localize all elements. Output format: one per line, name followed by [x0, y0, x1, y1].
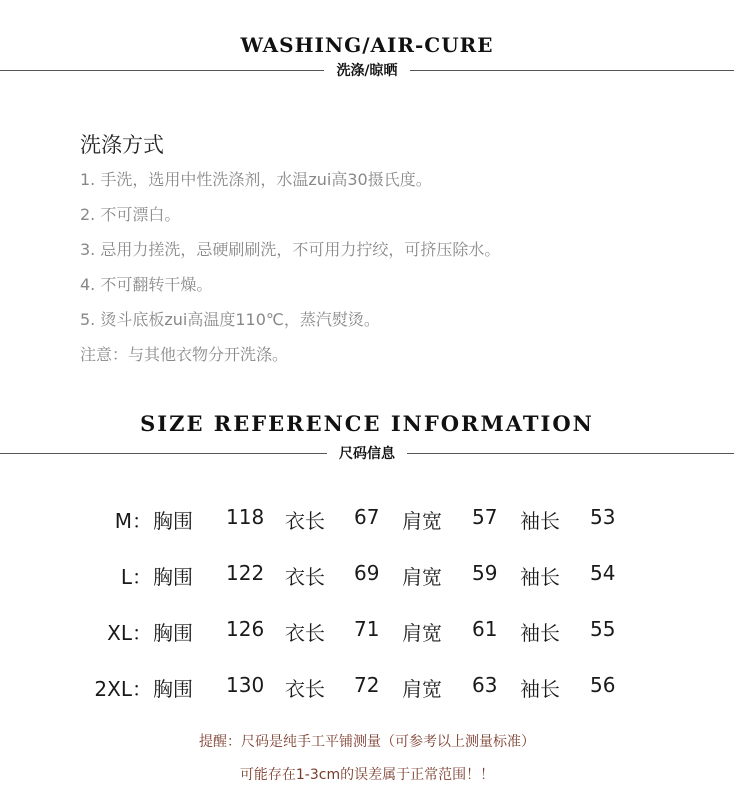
length-label: 衣长 [285, 621, 325, 645]
sleeve-label: 袖长 [520, 621, 560, 645]
sleeve-label: 袖长 [520, 509, 560, 533]
divider-line-left [0, 453, 327, 454]
chest-label: 胸围 [153, 621, 193, 645]
tolerance-note: 可能存在1-3cm的误差属于正常范围！！ [239, 767, 495, 783]
washing-heading: 洗涤方式 [80, 133, 164, 157]
washing-item: 2. 不可漂白。 [80, 205, 181, 224]
size-label: L： [120, 565, 152, 589]
sleeve-value: 53 [590, 505, 616, 529]
chest-value: 130 [226, 673, 265, 697]
shoulder-label: 肩宽 [402, 621, 442, 645]
washing-item: 1. 手洗，选用中性洗涤剂，水温zui高30摄氏度。 [80, 170, 432, 189]
size-table [0, 497, 734, 721]
shoulder-label: 肩宽 [402, 509, 442, 533]
divider-line-right [407, 453, 734, 454]
sleeve-value: 55 [590, 617, 616, 641]
size-row-l [0, 553, 734, 609]
sleeve-value: 56 [590, 673, 616, 697]
size-title: SIZE REFERENCE INFORMATION [140, 411, 594, 436]
measurement-note: 提醒：尺码是纯手工平铺测量（可参考以上测量标准） [199, 734, 535, 750]
washing-item: 5. 烫斗底板zui高温度110℃，蒸汽熨烫。 [80, 310, 380, 329]
chest-value: 118 [226, 505, 265, 529]
shoulder-value: 57 [472, 505, 498, 529]
size-label: XL： [107, 621, 152, 645]
size-row-xl [0, 609, 734, 665]
length-label: 衣长 [285, 677, 325, 701]
size-label: M： [114, 509, 152, 533]
length-label: 衣长 [285, 565, 325, 589]
size-row-2xl [0, 665, 734, 721]
length-value: 69 [354, 561, 380, 585]
size-row-m [0, 497, 734, 553]
size-subtitle: 尺码信息 [339, 446, 395, 462]
washing-item: 4. 不可翻转干燥。 [80, 275, 213, 294]
length-value: 67 [354, 505, 380, 529]
washing-note: 注意：与其他衣物分开洗涤。 [80, 345, 289, 364]
sleeve-label: 袖长 [520, 565, 560, 589]
washing-subtitle: 洗涤/晾晒 [336, 63, 398, 79]
size-divider [0, 443, 734, 463]
sleeve-value: 54 [590, 561, 616, 585]
shoulder-label: 肩宽 [402, 565, 442, 589]
chest-label: 胸围 [153, 509, 193, 533]
shoulder-value: 59 [472, 561, 498, 585]
chest-label: 胸围 [153, 677, 193, 701]
sleeve-label: 袖长 [520, 677, 560, 701]
size-label: 2XL： [94, 677, 152, 701]
chest-label: 胸围 [153, 565, 193, 589]
divider-line-left [0, 70, 324, 71]
washing-title: WASHING/AIR-CURE [240, 33, 494, 57]
shoulder-value: 63 [472, 673, 498, 697]
shoulder-value: 61 [472, 617, 498, 641]
washing-item: 3. 忌用力搓洗，忌硬刷刷洗，不可用力拧绞，可挤压除水。 [80, 240, 501, 259]
length-label: 衣长 [285, 509, 325, 533]
shoulder-label: 肩宽 [402, 677, 442, 701]
washing-instructions [80, 128, 680, 372]
washing-divider [0, 60, 734, 80]
divider-line-right [410, 70, 734, 71]
length-value: 71 [354, 617, 380, 641]
length-value: 72 [354, 673, 380, 697]
chest-value: 126 [226, 617, 265, 641]
chest-value: 122 [226, 561, 265, 585]
